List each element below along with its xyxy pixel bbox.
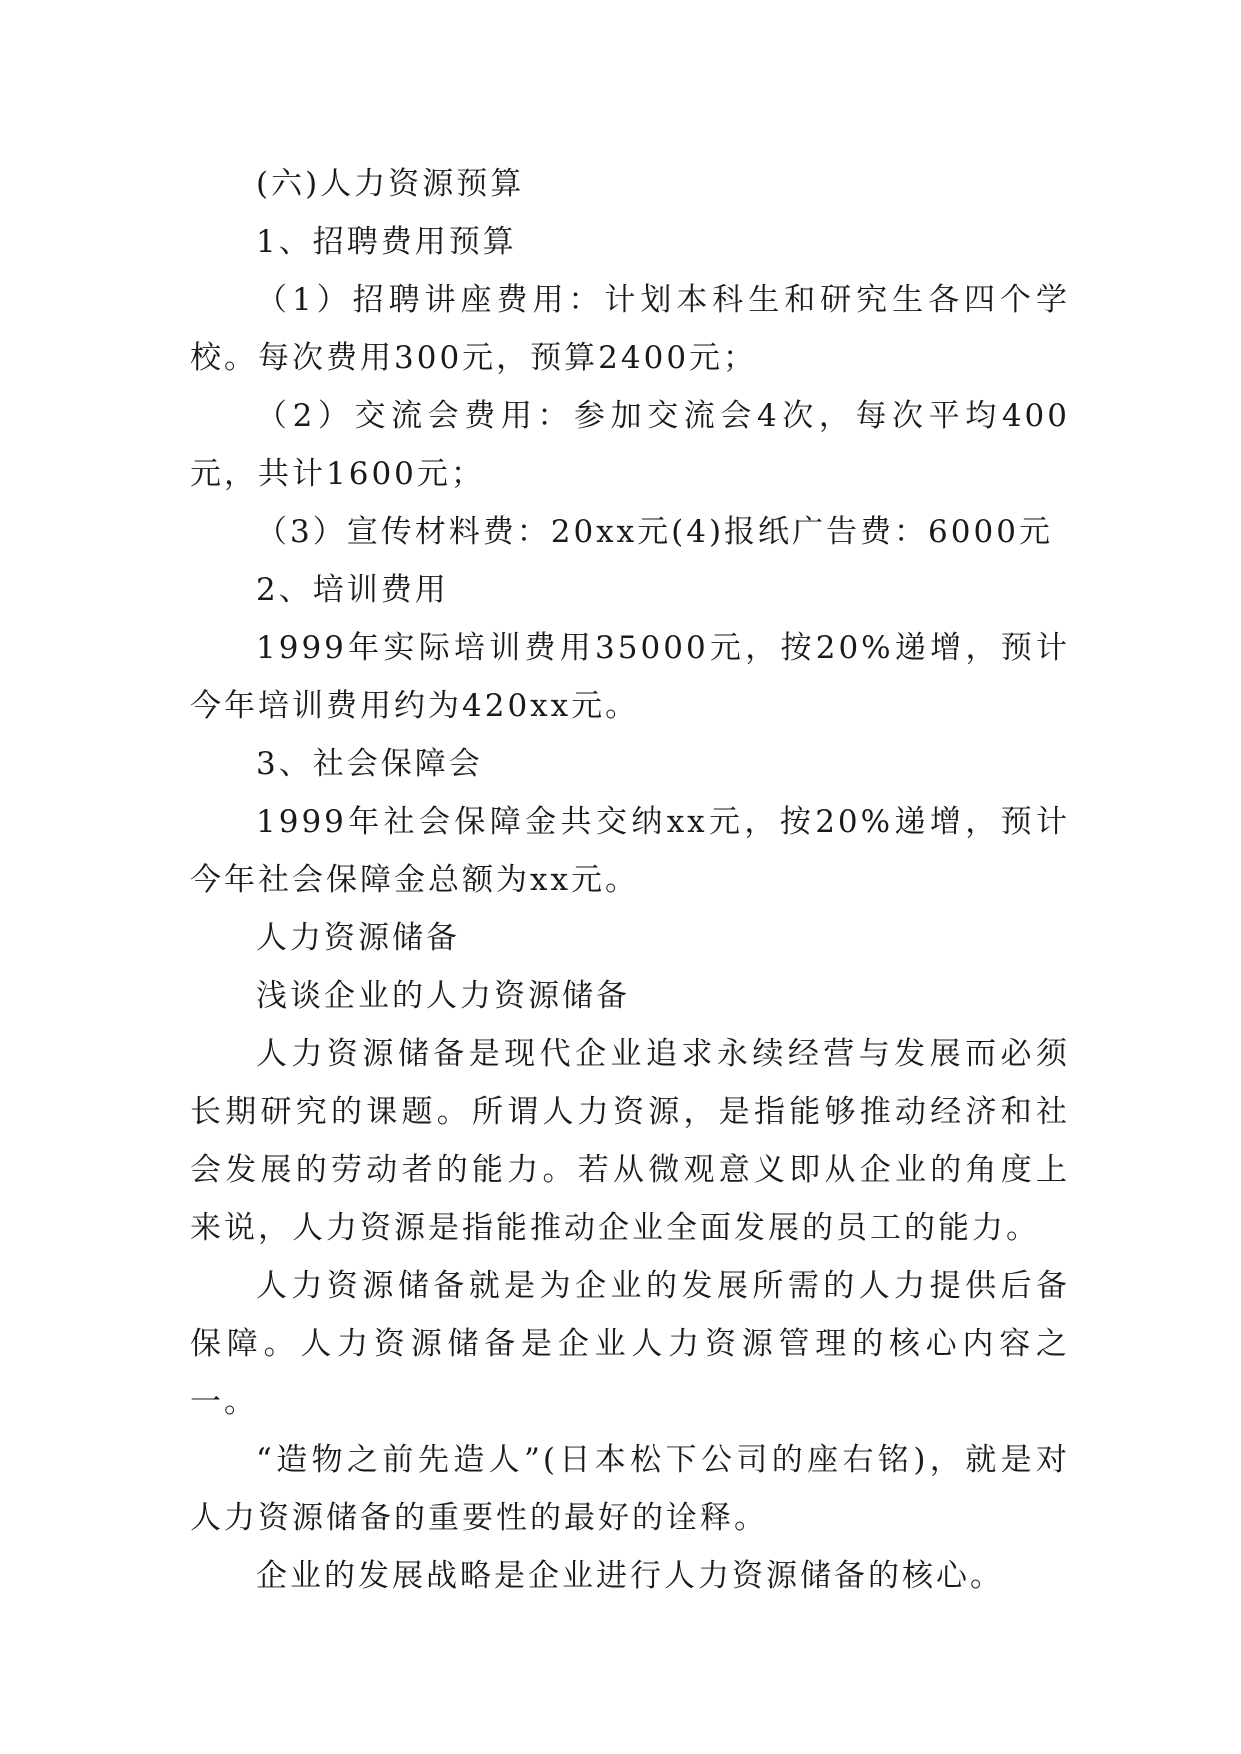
paragraph-exchange-cost: （2）交流会费用：参加交流会4次，每次平均400元，共计1600元； (190, 398, 1070, 492)
paragraph-social-security: 1999年社会保障金共交纳xx元，按20%递增，预计今年社会保障金总额为xx元。 (190, 804, 1070, 898)
paragraph-training-cost: 1999年实际培训费用35000元，按20%递增，预计今年培训费用约为420xx元。 (190, 630, 1070, 724)
subheading-social-security: 3、社会保障会 (256, 746, 483, 782)
paragraph-strategy-core: 企业的发展战略是企业进行人力资源储备的核心。 (256, 1558, 1004, 1594)
heading-hr-reserve: 人力资源储备 (256, 920, 460, 956)
paragraph-materials-cost: （3）宣传材料费：20xx元(4)报纸广告费：6000元 (256, 514, 1053, 550)
paragraph-hr-reserve-intro: 人力资源储备是现代企业追求永续经营与发展而必须长期研究的课题。所谓人力资源，是指能够推动经济和社会发展的劳动者的能力。若从微观意义即从企业的角度上来说，人力资源是指能推动企业全面发展的员工的能力。 (190, 1036, 1070, 1246)
section-heading-hr-budget: (六)人力资源预算 (256, 166, 525, 202)
heading-article-title: 浅谈企业的人力资源储备 (256, 978, 630, 1014)
subheading-recruitment-budget: 1、招聘费用预算 (256, 224, 517, 260)
paragraph-panasonic-motto: “造物之前先造人”(日本松下公司的座右铭)，就是对人力资源储备的重要性的最好的诠释。 (190, 1442, 1070, 1536)
subheading-training-cost: 2、培训费用 (256, 572, 449, 608)
paragraph-lecture-cost: （1）招聘讲座费用：计划本科生和研究生各四个学校。每次费用300元，预算2400元； (190, 282, 1070, 376)
document-page (190, 155, 1070, 1605)
paragraph-hr-reserve-definition: 人力资源储备就是为企业的发展所需的人力提供后备保障。人力资源储备是企业人力资源管理的核心内容之一。 (190, 1268, 1070, 1420)
